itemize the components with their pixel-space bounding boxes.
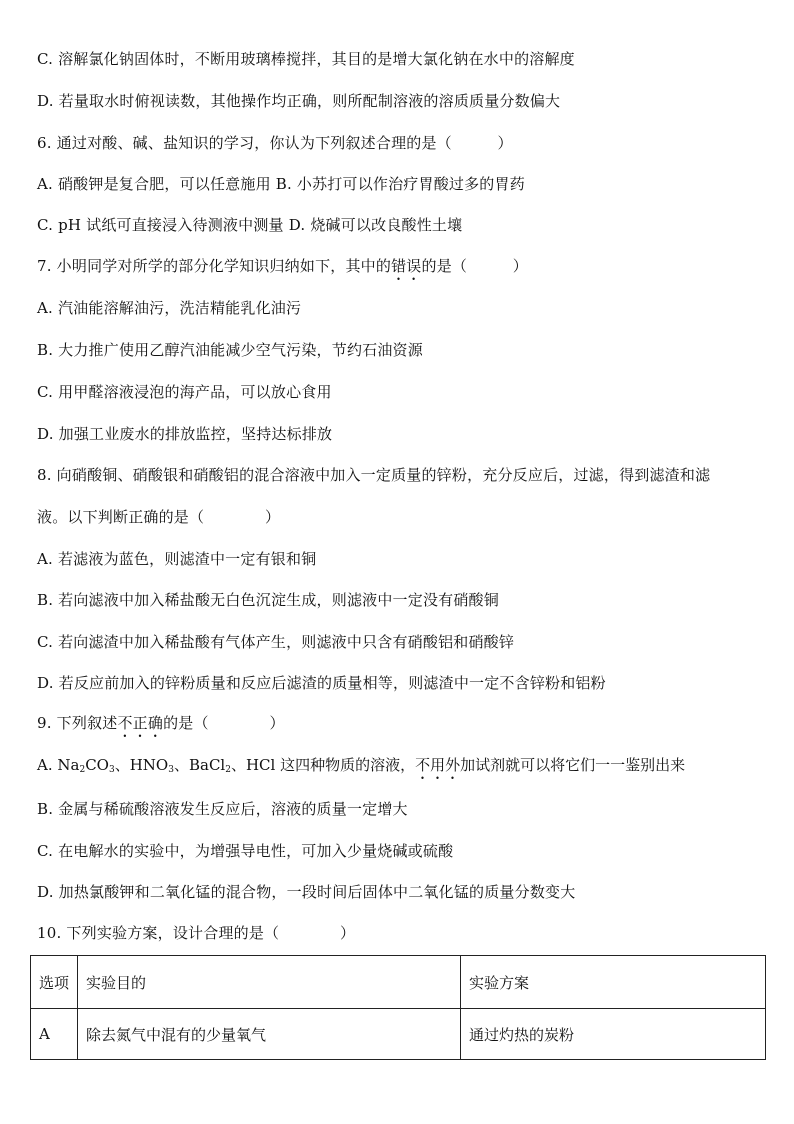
q9a-text: 、HCl 这四种物质的溶液，	[230, 756, 416, 774]
q7-option-d: D. 加强工业废水的排放监控，坚持达标排放	[37, 425, 333, 443]
table-cell: 除去氮气中混有的少量氧气	[78, 1009, 461, 1060]
formula-sub: 3	[108, 765, 115, 775]
q9-option-b: B. 金属与稀硫酸溶液发生反应后，溶液的质量一定增大	[37, 800, 408, 818]
q9-stem-pre: 9. 下列叙述	[37, 714, 118, 732]
q7-option-b: B. 大力推广使用乙醇汽油能减少空气污染，节约石油资源	[37, 341, 423, 359]
separator: 、	[173, 756, 189, 774]
formula-sub: 3	[168, 765, 174, 775]
q8-option-b: B. 若向滤液中加入稀盐酸无白色沉淀生成，则滤液中一定没有硝酸铜	[37, 591, 499, 609]
table-header-cell: 实验方案	[461, 956, 766, 1009]
formula-sub: 2	[79, 765, 86, 775]
q7-option-a: A. 汽油能溶解油污，洗洁精能乳化油污	[37, 299, 302, 317]
q6-stem: 6. 通过对酸、碱、盐知识的学习，你认为下列叙述合理的是（ ）	[37, 134, 513, 152]
q7-option-c: C. 用甲醛溶液浸泡的海产品，可以放心食用	[37, 383, 332, 401]
q9-stem-post: 的是（ ）	[163, 714, 285, 732]
q6-options-ab: A. 硝酸钾是复合肥，可以任意施用 B. 小苏打可以作治疗胃酸过多的胃药	[37, 175, 525, 193]
q7-stem-pre: 7. 小明同学对所学的部分化学知识归纳如下，其中的	[37, 257, 392, 275]
q9-stem-emphasis: 不正确	[117, 714, 164, 732]
formula-bacl: BaCl	[188, 756, 226, 774]
q8-option-d: D. 若反应前加入的锌粉质量和反应后滤渣的质量相等，则滤渣中一定不含锌粉和铝粉	[37, 674, 606, 692]
q9a-emphasis: 不用外	[415, 756, 461, 774]
q9-option-d: D. 加热氯酸钾和二氧化锰的混合物，一段时间后固体中二氧化锰的质量分数变大	[37, 883, 576, 901]
q6-options-cd: C. pH 试纸可直接浸入待测液中测量 D. 烧碱可以改良酸性土壤	[37, 216, 463, 234]
q10-stem: 10. 下列实验方案，设计合理的是（ ）	[37, 924, 356, 942]
formula-co: CO	[85, 756, 109, 774]
separator: 、	[114, 756, 130, 774]
q7-stem	[37, 256, 528, 284]
formula-na: Na	[57, 756, 80, 774]
q8-stem-line1: 8. 向硝酸铜、硝酸银和硝酸铝的混合溶液中加入一定质量的锌粉，充分反应后，过滤，得到滤渣和滤	[37, 466, 711, 484]
table-header-cell: 选项	[31, 956, 78, 1009]
q5-option-d: D. 若量取水时俯视读数，其他操作均正确，则所配制溶液的溶质质量分数偏大	[37, 92, 561, 110]
q7-stem-emphasis: 错误	[391, 257, 422, 275]
formula-hno: HNO	[129, 756, 169, 774]
q7-stem-post: 的是（ ）	[421, 257, 528, 275]
q9-option-a	[37, 755, 685, 783]
table-cell: A	[31, 1009, 78, 1060]
table-row	[31, 1009, 766, 1060]
q8-stem-line2: 液。以下判断正确的是（ ）	[37, 508, 281, 526]
q9-option-c: C. 在电解水的实验中，为增强导电性，可加入少量烧碱或硫酸	[37, 842, 454, 860]
q9a-text: 加试剂就可以将它们一一鉴别出来	[460, 756, 686, 774]
formula-sub: 2	[225, 765, 231, 775]
table-header-cell: 实验目的	[78, 956, 461, 1009]
q9-stem	[37, 713, 285, 741]
table-cell: 通过灼热的炭粉	[461, 1009, 766, 1060]
q5-option-c: C. 溶解氯化钠固体时，不断用玻璃棒搅拌，其目的是增大氯化钠在水中的溶解度	[37, 50, 575, 68]
q8-option-a: A. 若滤液为蓝色，则滤渣中一定有银和铜	[37, 550, 317, 568]
q8-option-c: C. 若向滤渣中加入稀盐酸有气体产生，则滤液中只含有硝酸铝和硝酸锌	[37, 633, 515, 651]
q10-table	[30, 955, 766, 1060]
q9a-prefix: A.	[37, 756, 58, 774]
table-header-row	[31, 956, 766, 1009]
